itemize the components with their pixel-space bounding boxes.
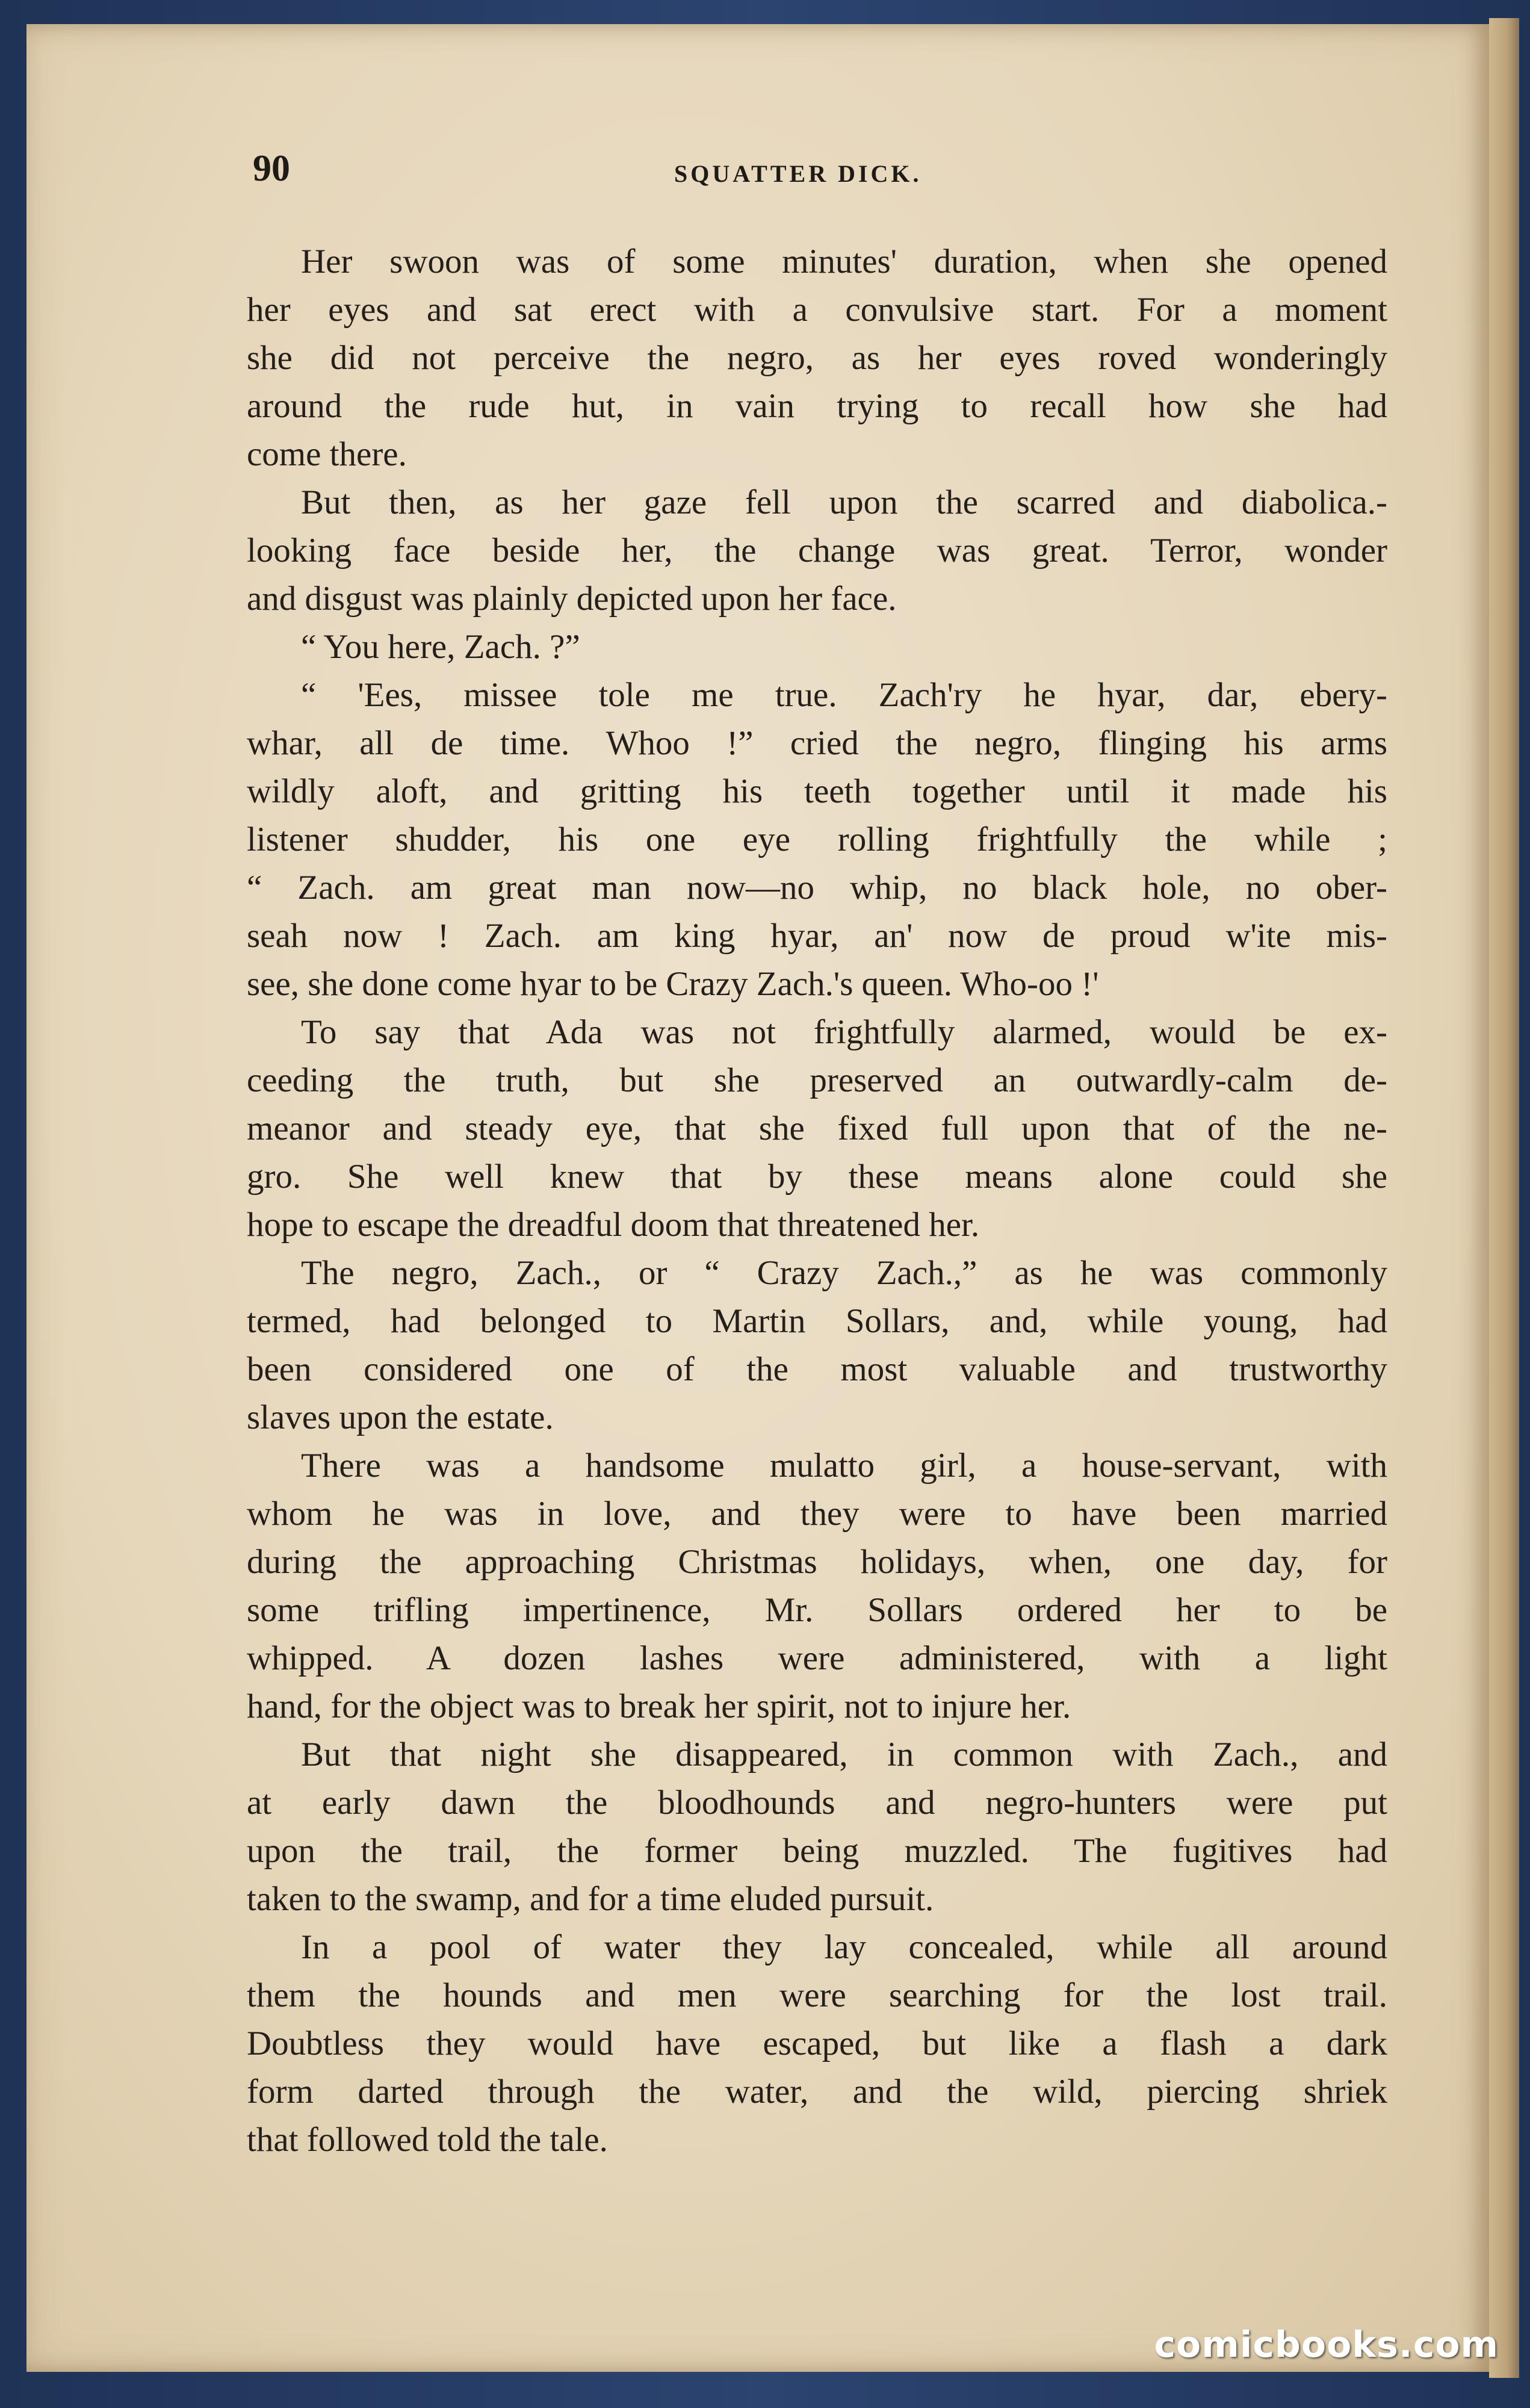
text-line: looking face beside her, the change was great. Terror, wonder <box>247 532 1387 569</box>
text-line: been considered one of the most valuable and trustworthy <box>247 1350 1387 1388</box>
text-line: some trifling impertinence, Mr. Sollars ordered her to be <box>247 1591 1387 1629</box>
text-line: Her swoon was of some minutes' duration, when she opened <box>301 243 1387 281</box>
text-line: “ 'Ees, missee tole me true. Zach'ry he hyar, dar, ebery- <box>301 676 1387 714</box>
text-line: during the approaching Christmas holidays, when, one day, for <box>247 1543 1387 1581</box>
page-body-text <box>247 238 1387 2164</box>
text-line: slaves upon the estate. <box>247 1398 554 1436</box>
page-header <box>253 147 1396 202</box>
text-line: Doubtless they would have escaped, but like a flash a dark <box>247 2025 1387 2062</box>
text-line: listener shudder, his one eye rolling frightfully the while ; <box>247 821 1387 858</box>
text-line: hope to escape the dreadful doom that threatened her. <box>247 1206 980 1244</box>
text-line: taken to the swamp, and for a time eluded pursuit. <box>247 1880 934 1918</box>
site-watermark: comicbooks.com <box>1154 2324 1499 2366</box>
text-line: ceeding the truth, but she preserved an outwardly-calm de- <box>247 1061 1387 1099</box>
text-line: she did not perceive the negro, as her eyes roved wonderingly <box>247 339 1387 377</box>
text-line: whipped. A dozen lashes were administered, with a light <box>247 1639 1387 1677</box>
text-line: But that night she disappeared, in common with Zach., and <box>301 1736 1387 1773</box>
text-line: “ Zach. am great man now—no whip, no black hole, no ober- <box>247 869 1387 907</box>
text-line: at early dawn the bloodhounds and negro-hunters were put <box>247 1784 1387 1822</box>
text-line: her eyes and sat erect with a convulsive start. For a moment <box>247 291 1387 329</box>
text-line: To say that Ada was not frightfully alarmed, would be ex- <box>301 1013 1387 1051</box>
text-line: around the rude hut, in vain trying to recall how she had <box>247 387 1387 425</box>
running-head: SQUATTER DICK. <box>674 160 922 187</box>
text-line: gro. She well knew that by these means alone could she <box>247 1158 1387 1196</box>
text-line: There was a handsome mulatto girl, a house-servant, with <box>301 1447 1387 1485</box>
text-line: meanor and steady eye, that she fixed full upon that of the ne- <box>247 1109 1387 1147</box>
page-number: 90 <box>253 148 290 189</box>
text-line: In a pool of water they lay concealed, while all around <box>301 1928 1387 1966</box>
text-line: seah now ! Zach. am king hyar, an' now de proud w'ite mis- <box>247 917 1387 955</box>
text-line: form darted through the water, and the wild, piercing shriek <box>247 2073 1387 2111</box>
text-line: The negro, Zach., or “ Crazy Zach.,” as he was commonly <box>301 1254 1387 1292</box>
text-line: upon the trail, the former being muzzled. The fugitives had <box>247 1832 1387 1870</box>
text-line: termed, had belonged to Martin Sollars, and, while young, had <box>247 1302 1387 1340</box>
text-line: whar, all de time. Whoo !” cried the negro, flinging his arms <box>247 724 1387 762</box>
text-line: hand, for the object was to break her spirit, not to injure her. <box>247 1687 1071 1725</box>
text-line: and disgust was plainly depicted upon her face. <box>247 580 897 618</box>
text-line: But then, as her gaze fell upon the scarred and diabolica.- <box>301 483 1387 521</box>
text-line: them the hounds and men were searching for the lost trail. <box>247 1976 1387 2014</box>
text-line: see, she done come hyar to be Crazy Zach.'s queen. Who-oo !' <box>247 965 1099 1003</box>
text-line: wildly aloft, and gritting his teeth together until it made his <box>247 772 1387 810</box>
page-edge <box>1489 18 1519 2378</box>
text-line: come there. <box>247 435 407 473</box>
text-line: that followed told the tale. <box>247 2121 608 2159</box>
text-line: “ You here, Zach. ?” <box>301 628 580 666</box>
text-line: whom he was in love, and they were to have been married <box>247 1495 1387 1533</box>
